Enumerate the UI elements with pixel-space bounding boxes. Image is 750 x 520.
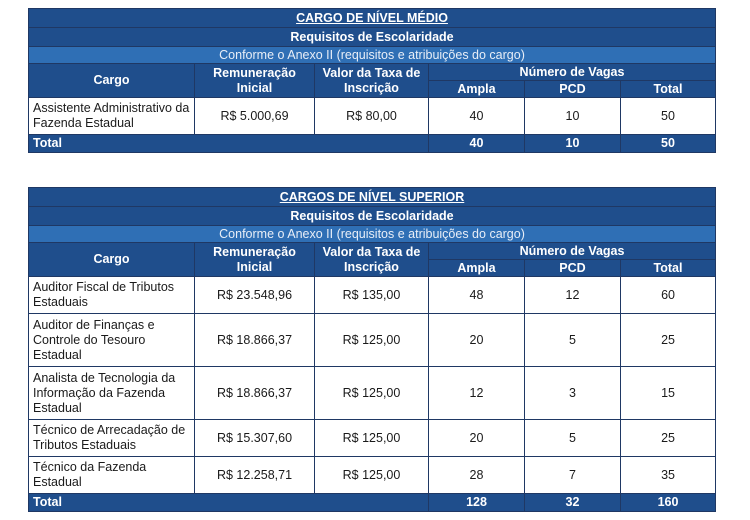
table-nivel-medio [28,8,716,153]
table-row [29,277,716,314]
pcd-cell: 5 [525,420,621,457]
taxa-cell: R$ 125,00 [315,420,429,457]
cargo-cell: Auditor Fiscal de Tributos Estaduais [29,277,195,314]
table-nivel-superior [28,187,716,512]
total-pcd: 32 [525,494,621,512]
total-cell: 25 [621,420,716,457]
cargo-cell: Assistente Administrativo da Fazenda Estadual [29,98,195,135]
total-label: Total [29,135,429,153]
col-pcd-header: PCD [525,81,621,98]
col-cargo-header: Cargo [29,64,195,98]
remuneracao-cell: R$ 12.258,71 [195,457,315,494]
taxa-cell: R$ 80,00 [315,98,429,135]
table-row [29,367,716,420]
ampla-cell: 20 [429,314,525,367]
pcd-cell: 5 [525,314,621,367]
total-ampla: 128 [429,494,525,512]
remuneracao-cell: R$ 15.307,60 [195,420,315,457]
totals-row [29,494,716,512]
cargo-cell: Analista de Tecnologia da Informação da Fazenda Estadual [29,367,195,420]
ampla-cell: 28 [429,457,525,494]
taxa-cell: R$ 125,00 [315,457,429,494]
total-pcd: 10 [525,135,621,153]
col-pcd-header: PCD [525,260,621,277]
ampla-cell: 48 [429,277,525,314]
col-total-header: Total [621,260,716,277]
taxa-cell: R$ 135,00 [315,277,429,314]
anexo-note: Conforme o Anexo II (requisitos e atribuições do cargo) [29,226,716,243]
col-taxa-header: Valor da Taxa de Inscrição [315,64,429,98]
total-cell: 50 [621,98,716,135]
col-total-header: Total [621,81,716,98]
remuneracao-cell: R$ 5.000,69 [195,98,315,135]
taxa-cell: R$ 125,00 [315,367,429,420]
cargo-cell: Técnico de Arrecadação de Tributos Estaduais [29,420,195,457]
table-row [29,420,716,457]
anexo-note: Conforme o Anexo II (requisitos e atribuições do cargo) [29,47,716,64]
col-vagas-header: Número de Vagas [429,243,716,260]
remuneracao-cell: R$ 18.866,37 [195,314,315,367]
table-title: CARGOS DE NÍVEL SUPERIOR [29,188,716,207]
ampla-cell: 40 [429,98,525,135]
table-row [29,457,716,494]
total-cell: 15 [621,367,716,420]
total-total: 160 [621,494,716,512]
total-cell: 60 [621,277,716,314]
requisitos-heading: Requisitos de Escolaridade [29,207,716,226]
ampla-cell: 20 [429,420,525,457]
totals-row [29,135,716,153]
total-label: Total [29,494,429,512]
total-cell: 25 [621,314,716,367]
requisitos-heading: Requisitos de Escolaridade [29,28,716,47]
col-remuneracao-header: Remuneração Inicial [195,243,315,277]
pcd-cell: 10 [525,98,621,135]
pcd-cell: 3 [525,367,621,420]
total-cell: 35 [621,457,716,494]
col-remuneracao-header: Remuneração Inicial [195,64,315,98]
remuneracao-cell: R$ 23.548,96 [195,277,315,314]
table-row [29,98,716,135]
col-vagas-header: Número de Vagas [429,64,716,81]
total-total: 50 [621,135,716,153]
ampla-cell: 12 [429,367,525,420]
cargo-cell: Técnico da Fazenda Estadual [29,457,195,494]
col-cargo-header: Cargo [29,243,195,277]
pcd-cell: 7 [525,457,621,494]
total-ampla: 40 [429,135,525,153]
pcd-cell: 12 [525,277,621,314]
col-ampla-header: Ampla [429,260,525,277]
table-title: CARGO DE NÍVEL MÉDIO [29,9,716,28]
remuneracao-cell: R$ 18.866,37 [195,367,315,420]
table-row [29,314,716,367]
col-ampla-header: Ampla [429,81,525,98]
cargo-cell: Auditor de Finanças e Controle do Tesouro Estadual [29,314,195,367]
taxa-cell: R$ 125,00 [315,314,429,367]
col-taxa-header: Valor da Taxa de Inscrição [315,243,429,277]
